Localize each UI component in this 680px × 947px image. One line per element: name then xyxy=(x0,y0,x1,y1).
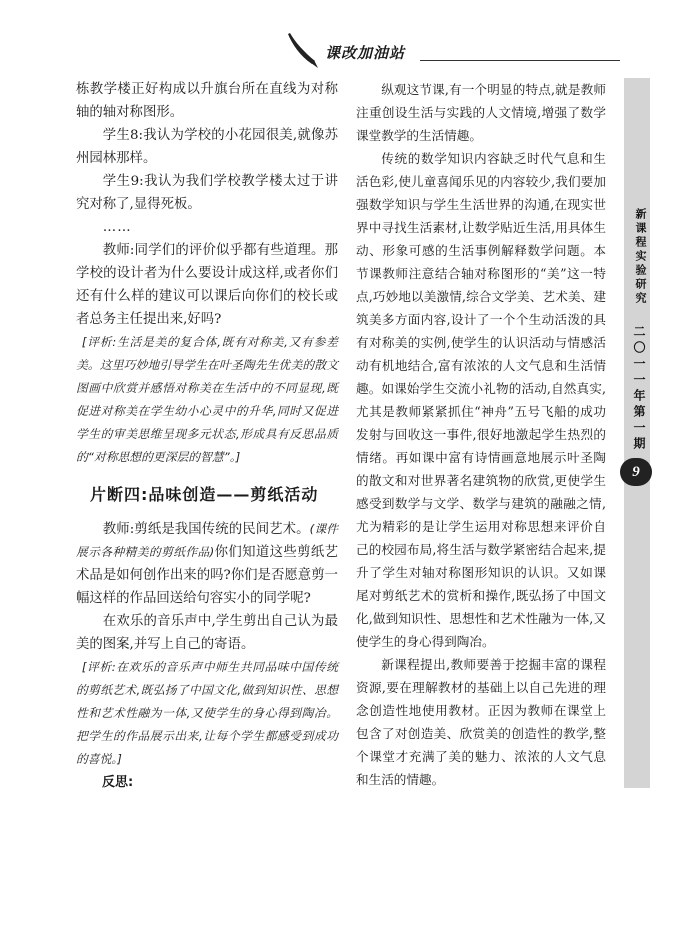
reflection-label: 反思: xyxy=(102,775,134,790)
paragraph: 纵观这节课,有一个明显的特点,就是教师注重创设生活与实践的人文情境,增强了数学课堂教学的生活情趣。 xyxy=(356,82,606,143)
left-column xyxy=(76,78,338,794)
paragraph: 在欢乐的音乐声中,学生剪出自己认为最美的图案,并写上自己的寄语。 xyxy=(76,614,338,652)
paragraph-text: 你们知道这些剪纸艺术品是如何创作出来的吗?你们是否愿意剪一幅这样的作品回送给句容实小的同学呢? xyxy=(76,545,338,606)
paragraph: 教师:同学们的评价似乎都有些道理。那学校的设计者为什么要设计成这样,或者你们还有什么样的建议可以课后向你们的校长或者总务主任提出来,好吗? xyxy=(76,243,338,327)
paragraph: 栋教学楼正好构成以升旗台所在直线为对称轴的轴对称图形。 xyxy=(76,82,338,120)
page-number: 9 xyxy=(620,458,652,486)
courseware-note: (课件展示各种精美的剪纸作品) xyxy=(76,522,339,559)
header-rule xyxy=(420,60,620,61)
page-header xyxy=(0,26,680,76)
paragraph: 新课程提出,教师要善于挖掘丰富的课程资源,要在理解教材的基础上以自己先进的理念创造性地使用教材。正因为教师在课堂上包含了对创造美、欣赏美的创造性的教学,整个课堂才充满了美的魅力、浓浓的人文气息和生活的情趣。 xyxy=(356,657,606,787)
ellipsis-line: …… xyxy=(102,220,132,235)
right-column xyxy=(356,78,606,791)
issue-date: 二〇一一年第一期 xyxy=(632,325,646,453)
paragraph: 传统的数学知识内容缺乏时代气息和生活色彩,使儿童喜闻乐见的内容较少,我们要加强数学知识与学生生活世界的沟通,在现实世界中寻找生活素材,让数学贴近生活,用具体生动、形象可感的生活事例解释数学问题。本节课教师注意结合轴对称图形的“美”这一特点,巧妙地以美激情,综合文学美、艺术美、建筑美多方面内容,设计了一个个生动活泼的具有对称美的实例,使学生的认识活动与情感活动有机地结合,富有浓浓的人文气息和生活情趣。如课始学生交流小礼物的活动,自然真实,尤其是教师紧紧抓住“神舟”五号飞船的成功发射与回收这一事件,很好地激起学生热烈的情绪。再如课中富有诗情画意地展示叶圣陶的散文和对世界著名建筑物的欣赏,更使学生感受到数学与文学、数学与建筑的融融之情,尤为精彩的是让学生运用对称思想来评价自己的校园布局,将生活与数学紧密结合起来,提升了学生对轴对称图形知识的认识。又如课尾对剪纸艺术的赏析和操作,既弘扬了中国文化,做到知识性、思想性和艺术性融为一体,又使学生的身心得到陶冶。 xyxy=(356,151,606,649)
journal-name: 新课程实验研究 xyxy=(634,208,647,306)
paragraph-text: 教师:剪纸是我国传统的民间艺术。 xyxy=(102,522,310,537)
paragraph: 学生9:我认为我们学校教学楼太过于讲究对称了,显得死板。 xyxy=(76,174,338,212)
section-heading: 片断四:品味创造——剪纸活动 xyxy=(90,485,319,504)
commentary: [评析:在欢乐的音乐声中师生共同品味中国传统的剪纸艺术,既弘扬了中国文化,做到知识性、思想性和艺术性融为一体,又使学生的身心得到陶冶。把学生的作品展示出来,让每个学生都感受到成功的喜悦。] xyxy=(76,660,338,766)
paragraph xyxy=(76,518,338,610)
commentary: [评析:生活是美的复合体,既有对称美,又有参差美。这里巧妙地引导学生在叶圣陶先生优美的散文图画中欣赏并感悟对称美在生活中的不同显现,既促进对称美在学生幼小心灵中的升华,同时又促进学生的审美思维呈现多元状态,形成具有反思品质的“对称思想的更深层的智慧”。] xyxy=(76,335,338,464)
brush-pen-icon xyxy=(282,30,322,70)
section-header-title: 课改加油站 xyxy=(325,44,406,62)
paragraph: 学生8:我认为学校的小花园很美,就像苏州园林那样。 xyxy=(76,128,338,166)
